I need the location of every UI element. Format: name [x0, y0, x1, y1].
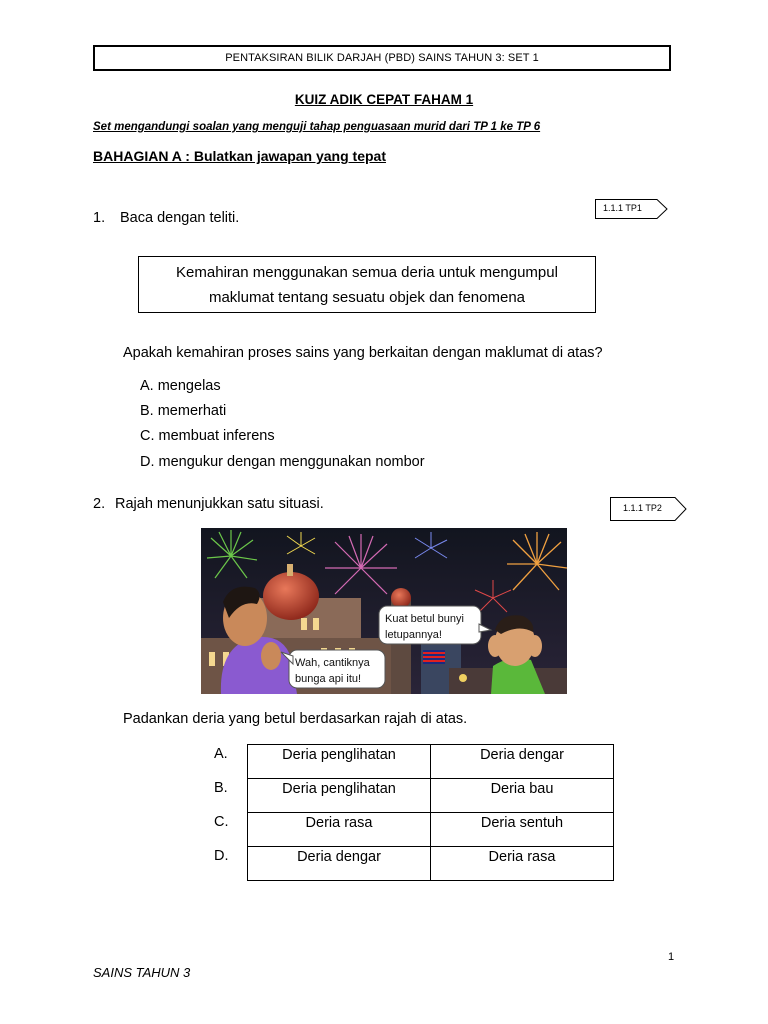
table-row[interactable] — [248, 847, 614, 881]
table-cell: Deria penglihatan — [248, 745, 431, 779]
page-number: 1 — [668, 951, 675, 963]
bubble-right-line-2: letupannya! — [385, 629, 442, 641]
table-cell: Deria rasa — [248, 813, 431, 847]
row-label-a[interactable]: A. — [214, 746, 228, 762]
option-a[interactable]: A. mengelas — [140, 378, 221, 394]
table-cell: Deria dengar — [248, 847, 431, 881]
question-2-tag-label: 1.1.1 TP2 — [623, 503, 662, 513]
question-1-tag-label: 1.1.1 TP1 — [603, 203, 642, 213]
question-2-number: 2. — [93, 496, 106, 512]
quiz-title: KUIZ ADIK CEPAT FAHAM 1 — [294, 92, 474, 107]
fireworks-illustration — [201, 528, 567, 694]
senses-table — [247, 744, 614, 881]
header-box — [93, 45, 671, 71]
speech-bubble-left — [281, 650, 385, 688]
table-cell: Deria sentuh — [431, 813, 614, 847]
question-1-number: 1. — [93, 210, 106, 226]
table-cell: Deria rasa — [431, 847, 614, 881]
table-row[interactable] — [248, 745, 614, 779]
option-d[interactable]: D. mengukur dengan menggunakan nombor — [140, 454, 425, 470]
row-label-c[interactable]: C. — [214, 814, 229, 830]
option-c[interactable]: C. membuat inferens — [140, 428, 275, 444]
fireworks-scene — [201, 528, 567, 694]
question-2-tag — [610, 497, 688, 521]
table-cell: Deria dengar — [431, 745, 614, 779]
question-1-prompt: Baca dengan teliti. — [120, 210, 240, 226]
question-2-prompt: Rajah menunjukkan satu situasi. — [115, 496, 324, 512]
quote-line-2: maklumat tentang sesuatu objek dan fenomena — [208, 289, 526, 306]
table-row[interactable] — [248, 813, 614, 847]
question-1-text: Apakah kemahiran proses sains yang berkaitan dengan maklumat di atas? — [123, 345, 603, 361]
table-cell: Deria bau — [431, 779, 614, 813]
quote-line-1: Kemahiran menggunakan semua deria untuk mengumpul — [176, 264, 558, 281]
row-label-b[interactable]: B. — [214, 780, 228, 796]
option-b[interactable]: B. memerhati — [140, 403, 227, 419]
footer-text: SAINS TAHUN 3 — [93, 965, 191, 980]
section-title: BAHAGIAN A : Bulatkan jawapan yang tepat — [93, 148, 387, 164]
table-row[interactable] — [248, 779, 614, 813]
row-label-d[interactable]: D. — [214, 848, 229, 864]
question-2-text: Padankan deria yang betul berdasarkan rajah di atas. — [123, 711, 468, 727]
bubble-left-line-2: bunga api itu! — [295, 673, 362, 685]
flag — [423, 650, 445, 664]
set-description: Set mengandungi soalan yang menguji tahap penguasaan murid dari TP 1 ke TP 6 — [93, 121, 541, 133]
quote-box — [138, 256, 596, 313]
question-1-tag — [595, 199, 669, 219]
bubble-left-line-1: Wah, cantiknya — [295, 657, 370, 669]
table-cell: Deria penglihatan — [248, 779, 431, 813]
header-title: PENTAKSIRAN BILIK DARJAH (PBD) SAINS TAHUN 3: SET 1 — [225, 52, 539, 64]
bubble-right-line-1: Kuat betul bunyi — [385, 613, 464, 625]
speech-bubble-right — [379, 606, 491, 644]
